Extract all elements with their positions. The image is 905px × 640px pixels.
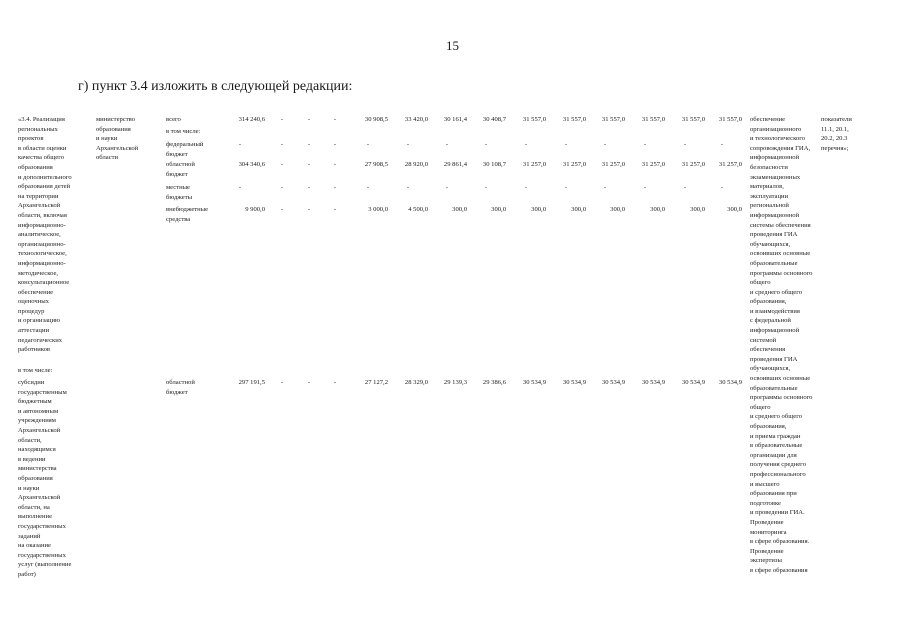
row-0-source-0-value-3: 30 908,5	[364, 116, 388, 123]
row-0-source-3-value-11: 31 257,0	[681, 161, 705, 168]
row-0-source-2-value-7: -	[524, 141, 528, 148]
row-0-source-0-value-6: 30 408,7	[482, 116, 506, 123]
row-0-source-0-value-5: 30 161,4	[443, 116, 467, 123]
row-0-source-0-value-10: 31 557,0	[641, 116, 665, 123]
row-0-source-4-value-5: -	[445, 184, 449, 191]
row-0-source-2-value-1: -	[307, 141, 311, 148]
row-2-source-0-value-0: -	[280, 379, 284, 386]
row-0-source-0-total: 314 240,6	[238, 116, 265, 123]
row-2-source-0-value-5: 29 139,3	[443, 379, 467, 386]
row-0-source-2-value-9: -	[603, 141, 607, 148]
row-2-source-0-value-7: 30 534,9	[522, 379, 546, 386]
row-0-source-2-value-11: -	[683, 141, 687, 148]
row-0-source-4-label: местные бюджеты	[166, 184, 193, 201]
row-0-source-5-value-1: -	[307, 206, 311, 213]
row-0-source-3-label: областной бюджет	[166, 161, 195, 178]
row-0-source-4-total: -	[238, 184, 242, 191]
row-0-source-3-value-5: 29 861,4	[443, 161, 467, 168]
row-2-source-0-value-11: 30 534,9	[681, 379, 705, 386]
row-0-source-5-total: 9 900,0	[245, 206, 265, 213]
row-0-source-4-value-8: -	[564, 184, 568, 191]
row-2-source-0-value-6: 29 386,6	[482, 379, 506, 386]
row-0-source-3-value-12: 31 257,0	[718, 161, 742, 168]
row-0-source-5-value-10: 300,0	[650, 206, 665, 213]
row-0-source-3-value-7: 31 257,0	[522, 161, 546, 168]
row-0-source-5-value-2: -	[333, 206, 337, 213]
row-0-source-2-value-2: -	[333, 141, 337, 148]
row-0-source-5-value-8: 300,0	[571, 206, 586, 213]
row-2-source-0-value-8: 30 534,9	[562, 379, 586, 386]
row-0-source-0-value-2: -	[333, 116, 337, 123]
row-0-source-4-value-4: -	[406, 184, 410, 191]
row-2-source-0-value-12: 30 534,9	[718, 379, 742, 386]
result-description: обеспечение организационного и технологического сопровождения ГИА, информационной безопасности экзаменационных материалов, эксплуатации региональной информационной системы обеспечения проведения ГИА обучающихся, освоивших основные образовательные программы основного общего и среднего общего образования, и взаимодействия с федеральной информационной системой обеспечения проведения ГИА обучающихся, освоивших основные образовательные программы основного общего и среднего общего образования, и приема граждан в образовательные организации для получения среднего профессионального и высшего образования при подготовке и проведении ГИА. Проведение мониторинга в сфере образования. Проведение экспертизы в сфере образования	[750, 116, 813, 574]
row-0-source-0-value-11: 31 557,0	[681, 116, 705, 123]
row-0-source-3-value-10: 31 257,0	[641, 161, 665, 168]
row-0-source-0-value-9: 31 557,0	[601, 116, 625, 123]
row-0-source-2-value-10: -	[643, 141, 647, 148]
row-0-source-4-value-0: -	[280, 184, 284, 191]
row-0-source-2-total: -	[238, 141, 242, 148]
row-0-source-3-value-2: -	[333, 161, 337, 168]
row-0-source-0-label: всего	[166, 116, 181, 123]
row-0-source-3-value-3: 27 908,5	[364, 161, 388, 168]
row-0-source-2-value-0: -	[280, 141, 284, 148]
row-0-source-2-value-12: -	[720, 141, 724, 148]
row-0-source-3-value-0: -	[280, 161, 284, 168]
row-0-source-5-value-6: 300,0	[491, 206, 506, 213]
row-0-source-4-value-6: -	[484, 184, 488, 191]
row-0-source-2-label: федеральный бюджет	[166, 141, 204, 158]
row-0-source-4-value-11: -	[683, 184, 687, 191]
row-0-source-5-value-9: 300,0	[610, 206, 625, 213]
row-0-source-3-value-9: 31 257,0	[601, 161, 625, 168]
row-0-source-0-value-7: 31 557,0	[522, 116, 546, 123]
row-0-source-5-label: внебюджетные средства	[166, 206, 209, 223]
row-0-source-4-value-2: -	[333, 184, 337, 191]
row-0-executor: министерство образования и науки Архангельской области	[96, 116, 139, 162]
row-2-source-0-value-1: -	[307, 379, 311, 386]
row-0-source-5-value-4: 4 500,0	[408, 206, 428, 213]
row-0-source-0-value-12: 31 557,0	[718, 116, 742, 123]
row-2-source-0-total: 297 191,5	[238, 379, 265, 386]
row-0-source-2-value-8: -	[564, 141, 568, 148]
row-0-source-4-value-9: -	[603, 184, 607, 191]
row-0-source-5-value-11: 300,0	[690, 206, 705, 213]
row-0-source-4-value-3: -	[366, 184, 370, 191]
row-0-source-3-value-8: 31 257,0	[562, 161, 586, 168]
row-0-source-5-value-7: 300,0	[531, 206, 546, 213]
row-0-source-4-value-1: -	[307, 184, 311, 191]
row-0-source-5-value-3: 3 000,0	[368, 206, 388, 213]
row-0-source-3-total: 304 340,6	[238, 161, 265, 168]
page-number: 15	[446, 38, 459, 53]
row-0-source-0-value-8: 31 557,0	[562, 116, 586, 123]
row-2-source-0-value-10: 30 534,9	[641, 379, 665, 386]
row-2-source-0-value-3: 27 127,2	[364, 379, 388, 386]
row-0-source-3-value-4: 28 920,0	[404, 161, 428, 168]
row-0-source-4-value-7: -	[524, 184, 528, 191]
row-0-source-3-value-1: -	[307, 161, 311, 168]
row-2-source-0-value-2: -	[333, 379, 337, 386]
row-0-source-4-value-10: -	[643, 184, 647, 191]
row-2-source-0-value-4: 28 329,0	[404, 379, 428, 386]
row-2-source-0-value-9: 30 534,9	[601, 379, 625, 386]
row-0-source-0-value-1: -	[307, 116, 311, 123]
row-1-name: в том числе:	[18, 367, 53, 374]
row-0-source-5-value-12: 300,0	[727, 206, 742, 213]
amendment-heading: г) пункт 3.4 изложить в следующей редакции:	[78, 79, 353, 94]
row-0-source-2-value-5: -	[445, 141, 449, 148]
row-0-source-5-value-0: -	[280, 206, 284, 213]
row-0-source-0-value-0: -	[280, 116, 284, 123]
row-2-source-0-label: областной бюджет	[166, 379, 195, 396]
row-0-source-4-value-12: -	[720, 184, 724, 191]
row-0-source-2-value-3: -	[366, 141, 370, 148]
row-0-source-2-value-6: -	[484, 141, 488, 148]
row-0-source-2-value-4: -	[406, 141, 410, 148]
indicators: показатели 11.1, 20.1, 20.2, 20.3 перечня»;	[821, 116, 852, 152]
row-0-source-1-label: в том числе:	[166, 128, 201, 135]
row-0-source-5-value-5: 300,0	[452, 206, 467, 213]
row-0-source-3-value-6: 30 108,7	[482, 161, 506, 168]
row-2-name: субсидии государственным бюджетным и автономным учреждениям Архангельской области, находящимся в ведении министерства образования и науки Архангельской области, на выполнение государственных заданий на оказание государственных услуг (выполнение работ)	[18, 379, 72, 578]
row-0-name: «3.4. Реализация региональных проектов в области оценки качества общего образования и дополнительного образования детей на территории Архангельской области, включая информационно- аналитическое, организационно- технологическое, информационно- методическое, консультационное обеспечение оценочных процедур и организацию аттестации педагогических работников	[18, 116, 72, 354]
row-0-source-0-value-4: 33 420,0	[404, 116, 428, 123]
